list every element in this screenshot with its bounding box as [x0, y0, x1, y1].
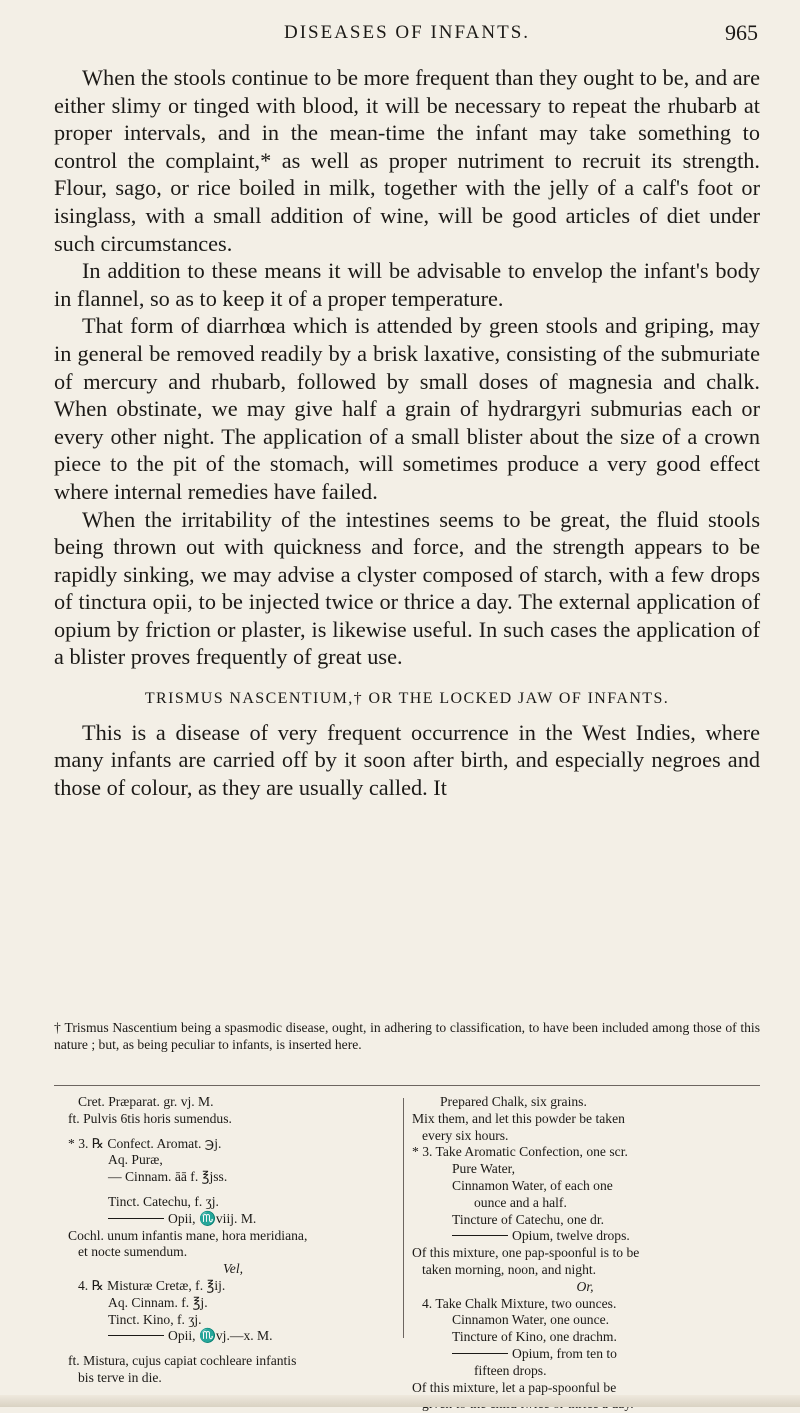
paragraph-trismus: This is a disease of very frequent occurrence in the West Indies, where many infants are carried off by it soon after birth, and especially negroes and those of colour, as they are usually called. It — [54, 719, 760, 800]
ditto-dash — [108, 1218, 164, 1219]
latin-line: — Cinnam. āā f. ℥jss. — [108, 1169, 228, 1185]
english-line: ounce and a half. — [474, 1194, 567, 1210]
english-line: Prepared Chalk, six grains. — [440, 1094, 587, 1109]
english-line: Mix them, and let this powder be taken — [412, 1110, 625, 1126]
latin-line: Cochl. unum infantis mane, hora meridiana, — [68, 1227, 308, 1243]
ditto-dash — [452, 1235, 508, 1236]
main-text — [54, 64, 760, 801]
english-line: Cinnamon Water, of each one — [452, 1177, 613, 1193]
english-line: Tincture of Kino, one drachm. — [452, 1329, 617, 1345]
latin-prescriptions — [68, 1094, 398, 1387]
english-line: * 3. Take Aromatic Confection, one scr. — [412, 1144, 628, 1160]
latin-line: Cret. Præparat. gr. vj. M. — [78, 1094, 214, 1109]
english-line: Tincture of Catechu, one dr. — [452, 1211, 605, 1227]
english-prescriptions — [412, 1094, 758, 1413]
latin-line: * 3. ℞ Confect. Aromat. ℈j. — [68, 1135, 222, 1151]
english-line: taken morning, noon, and night. — [422, 1261, 597, 1277]
paragraph-green-stools: That form of diarrhœa which is attended by green stools and griping, may in general be removed readily by a brisk laxative, consisting of the submuriate of mercury and rhubarb, followed by small doses of magnesia and chalk. When obstinate, we may give half a grain of hydrargyri submurias each or every other night. The application of a small blister about the size of a crown piece to the pit of the stomach, will sometimes produce a very good effect where internal remedies have failed. — [54, 313, 760, 504]
page-header — [56, 20, 758, 50]
latin-line: 4. ℞ Misturæ Cretæ, f. ℥ij. — [78, 1277, 226, 1293]
latin-line: Aq. Cinnam. f. ℥j. — [108, 1294, 208, 1310]
prescription-columns — [54, 1094, 760, 1395]
english-line: 4. Take Chalk Mixture, two ounces. — [422, 1295, 617, 1311]
english-line: Or, — [576, 1278, 594, 1294]
english-line: Pure Water, — [452, 1161, 516, 1177]
latin-line: ft. Mistura, cujus capiat cochleare infantis — [68, 1353, 297, 1369]
paragraph-irritability: When the irritability of the intestines seems to be great, the fluid stools being thrown out with quickness and force, and the strength appears to be rapidly sinking, we may advise a clyster composed of starch, with a few drops of tinctura opii, to be injected twice or thrice a day. The external application of opium by friction or plaster, is likewise useful. In such cases the application of a blister proves frequently of great use. — [54, 506, 760, 670]
footnote-rule — [54, 1085, 760, 1086]
running-head: DISEASES OF INFANTS. — [283, 22, 531, 43]
latin-line: ft. Pulvis 6tis horis sumendus. — [68, 1110, 232, 1126]
page-number: 965 — [725, 20, 758, 45]
paragraph-stools: When the stools continue to be more frequent than they ought to be, and are either slimy or tinged with blood, it will be necessary to repeat the rhubarb at proper intervals, and in the mean-time the infant may take something to control the complaint,* as well as proper nutriment to recruit its strength. Flour, sago, or rice boiled in milk, together with the jelly of a calf's foot or isinglass, with a small addition of wine, will be good articles of diet under such circumstances. — [54, 65, 760, 256]
latin-line: bis terve in die. — [78, 1369, 162, 1385]
ditto-dash — [108, 1335, 164, 1336]
english-line: Opium, twelve drops. — [412, 1228, 758, 1245]
ditto-dash — [452, 1353, 508, 1354]
english-line: fifteen drops. — [474, 1362, 547, 1378]
english-line: every six hours. — [422, 1127, 509, 1143]
paragraph-flannel: In addition to these means it will be advisable to envelop the infant's body in flannel, so as to keep it of a proper temperature. — [54, 258, 760, 311]
latin-line: Vel, — [222, 1261, 243, 1277]
latin-line: Tinct. Catechu, f. ʒj. — [108, 1193, 219, 1209]
latin-line: Opii, ♏viij. M. — [68, 1211, 398, 1228]
section-title: TRISMUS NASCENTIUM,† OR THE LOCKED JAW OF INFANTS. — [144, 690, 670, 708]
english-line: Cinnamon Water, one ounce. — [452, 1312, 610, 1328]
column-divider — [403, 1098, 404, 1338]
latin-line: Aq. Puræ, — [108, 1152, 163, 1168]
latin-line: et nocte sumendum. — [78, 1244, 188, 1260]
page-bottom-edge — [0, 1395, 800, 1407]
latin-line: Tinct. Kino, f. ʒj. — [108, 1311, 202, 1327]
latin-line: Opii, ♏vj.—x. M. — [68, 1328, 398, 1345]
english-line: Opium, from ten to — [412, 1346, 758, 1363]
footnote: † Trismus Nascentium being a spasmodic disease, ought, in adhering to classification, to have been included among those of this nature ; but, as being peculiar to infants, is inserted here. — [54, 1020, 760, 1053]
english-line: Of this mixture, one pap-spoonful is to be — [412, 1245, 640, 1261]
english-line: Of this mixture, let a pap-spoonful be — [412, 1379, 617, 1395]
